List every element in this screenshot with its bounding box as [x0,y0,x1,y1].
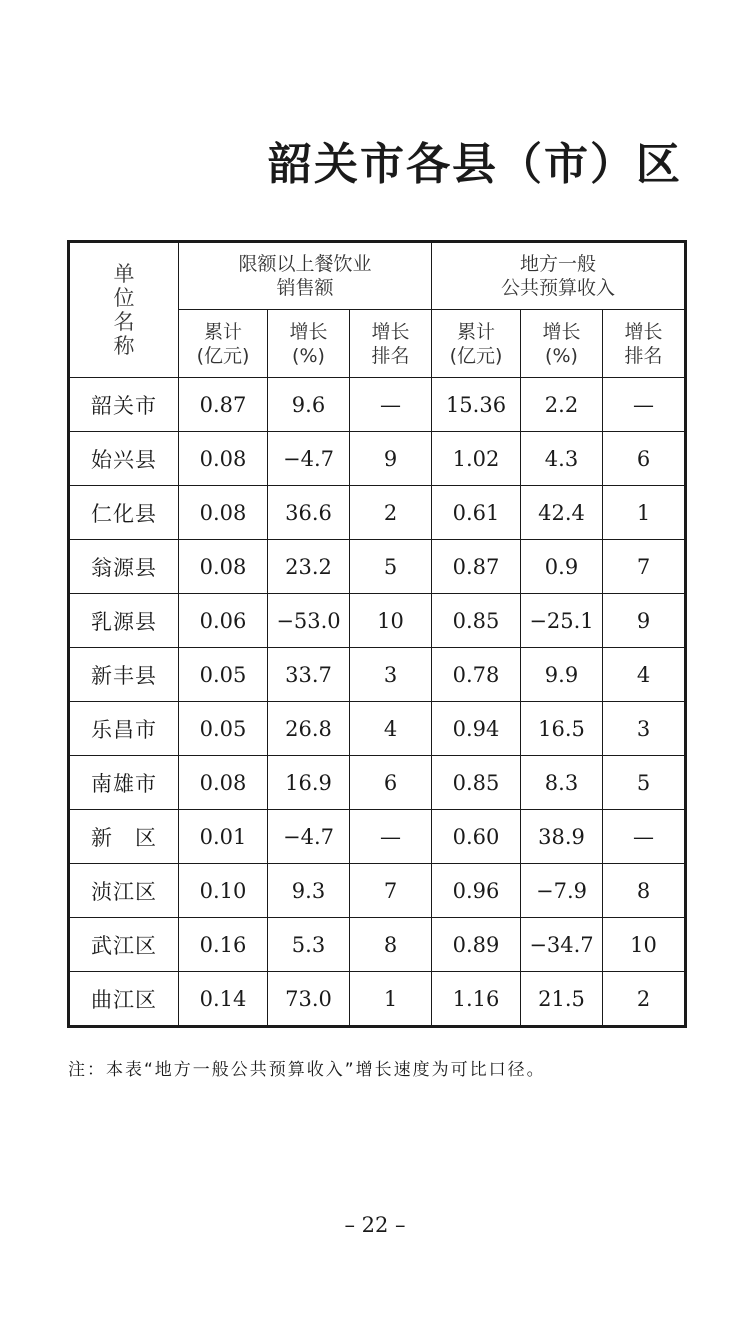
unit-name-cell: 武江区 [69,918,179,972]
catering-growth-cell: −53.0 [268,594,350,648]
catering-growth-header: 增长 (%) [268,310,350,378]
catering-cumulative-cell: 0.10 [179,864,268,918]
catering-cumulative-cell: 0.08 [179,756,268,810]
page-number: – 22 – [344,1213,406,1237]
catering-cumulative-cell: 0.87 [179,378,268,432]
table-row [69,378,686,432]
unit-header-char: 称 [113,334,135,358]
revenue-rank-cell: 4 [603,648,686,702]
revenue-growth-cell: 42.4 [521,486,603,540]
catering-cumulative-cell: 0.08 [179,540,268,594]
unit-header-char: 单 [113,262,135,286]
catering-growth-cell: 9.3 [268,864,350,918]
revenue-rank-cell: 6 [603,432,686,486]
table-row [69,486,686,540]
table-row [69,918,686,972]
county-statistics-table [67,240,687,1028]
revenue-rank-cell: — [603,378,686,432]
catering-cumulative-cell: 0.14 [179,972,268,1027]
revenue-growth-cell: 21.5 [521,972,603,1027]
revenue-cumulative-cell: 0.94 [432,702,521,756]
revenue-cumulative-cell: 15.36 [432,378,521,432]
revenue-growth-cell: 4.3 [521,432,603,486]
unit-name-cell: 南雄市 [69,756,179,810]
page-title: 韶关市各县（市）区 [268,139,682,190]
unit-name-cell: 新 区 [69,810,179,864]
revenue-cumulative-header: 累计 (亿元) [432,310,521,378]
revenue-cumulative-cell: 0.60 [432,810,521,864]
catering-rank-cell: 7 [350,864,432,918]
table-row [69,864,686,918]
unit-name-cell: 翁源县 [69,540,179,594]
revenue-growth-cell: 8.3 [521,756,603,810]
catering-growth-cell: −4.7 [268,810,350,864]
catering-rank-cell: 1 [350,972,432,1027]
catering-rank-cell: 6 [350,756,432,810]
revenue-rank-cell: 3 [603,702,686,756]
revenue-cumulative-cell: 1.02 [432,432,521,486]
revenue-cumulative-cell: 0.89 [432,918,521,972]
table-row [69,540,686,594]
revenue-cumulative-cell: 0.85 [432,594,521,648]
catering-cumulative-cell: 0.16 [179,918,268,972]
revenue-rank-cell: 8 [603,864,686,918]
revenue-growth-header: 增长 (%) [521,310,603,378]
revenue-cumulative-cell: 0.85 [432,756,521,810]
catering-rank-header: 增长 排名 [350,310,432,378]
revenue-rank-cell: 1 [603,486,686,540]
unit-header-char: 位 [113,286,135,310]
revenue-rank-header: 增长 排名 [603,310,686,378]
table-row [69,972,686,1027]
revenue-growth-cell: −7.9 [521,864,603,918]
revenue-rank-cell: 9 [603,594,686,648]
catering-rank-cell: 3 [350,648,432,702]
revenue-growth-cell: 16.5 [521,702,603,756]
catering-sales-header: 限额以上餐饮业 销售额 [179,242,432,310]
catering-growth-cell: 36.6 [268,486,350,540]
catering-growth-cell: 26.8 [268,702,350,756]
unit-name-cell: 新丰县 [69,648,179,702]
revenue-cumulative-cell: 0.87 [432,540,521,594]
unit-name-cell: 浈江区 [69,864,179,918]
revenue-cumulative-cell: 1.16 [432,972,521,1027]
revenue-growth-cell: 2.2 [521,378,603,432]
unit-name-cell: 仁化县 [69,486,179,540]
catering-cumulative-cell: 0.05 [179,648,268,702]
catering-cumulative-cell: 0.05 [179,702,268,756]
catering-rank-cell: 8 [350,918,432,972]
catering-growth-cell: 9.6 [268,378,350,432]
revenue-rank-cell: 5 [603,756,686,810]
catering-rank-cell: 5 [350,540,432,594]
unit-header-char: 名 [113,310,135,334]
table-row [69,432,686,486]
catering-growth-cell: 73.0 [268,972,350,1027]
catering-growth-cell: 16.9 [268,756,350,810]
revenue-growth-cell: 0.9 [521,540,603,594]
unit-name-cell: 始兴县 [69,432,179,486]
unit-name-header [69,242,179,378]
table-footnote: 注：本表“地方一般公共预算收入”增长速度为可比口径。 [68,1060,546,1080]
unit-name-cell: 曲江区 [69,972,179,1027]
revenue-growth-cell: −34.7 [521,918,603,972]
table-row [69,648,686,702]
table-row [69,756,686,810]
table-row [69,810,686,864]
unit-name-cell: 乐昌市 [69,702,179,756]
catering-cumulative-cell: 0.08 [179,486,268,540]
public-budget-revenue-header: 地方一般 公共预算收入 [432,242,686,310]
catering-rank-cell: — [350,378,432,432]
revenue-cumulative-cell: 0.96 [432,864,521,918]
revenue-rank-cell: 7 [603,540,686,594]
revenue-growth-cell: 9.9 [521,648,603,702]
revenue-rank-cell: — [603,810,686,864]
catering-cumulative-cell: 0.01 [179,810,268,864]
table-row [69,594,686,648]
unit-name-cell: 韶关市 [69,378,179,432]
catering-cumulative-header: 累计 (亿元) [179,310,268,378]
catering-rank-cell: 9 [350,432,432,486]
catering-growth-cell: 5.3 [268,918,350,972]
table-row [69,702,686,756]
catering-rank-cell: 4 [350,702,432,756]
catering-rank-cell: 2 [350,486,432,540]
catering-growth-cell: 33.7 [268,648,350,702]
catering-cumulative-cell: 0.08 [179,432,268,486]
catering-rank-cell: 10 [350,594,432,648]
catering-growth-cell: 23.2 [268,540,350,594]
revenue-rank-cell: 2 [603,972,686,1027]
revenue-cumulative-cell: 0.78 [432,648,521,702]
revenue-cumulative-cell: 0.61 [432,486,521,540]
catering-rank-cell: — [350,810,432,864]
revenue-rank-cell: 10 [603,918,686,972]
catering-growth-cell: −4.7 [268,432,350,486]
catering-cumulative-cell: 0.06 [179,594,268,648]
unit-name-cell: 乳源县 [69,594,179,648]
revenue-growth-cell: 38.9 [521,810,603,864]
revenue-growth-cell: −25.1 [521,594,603,648]
